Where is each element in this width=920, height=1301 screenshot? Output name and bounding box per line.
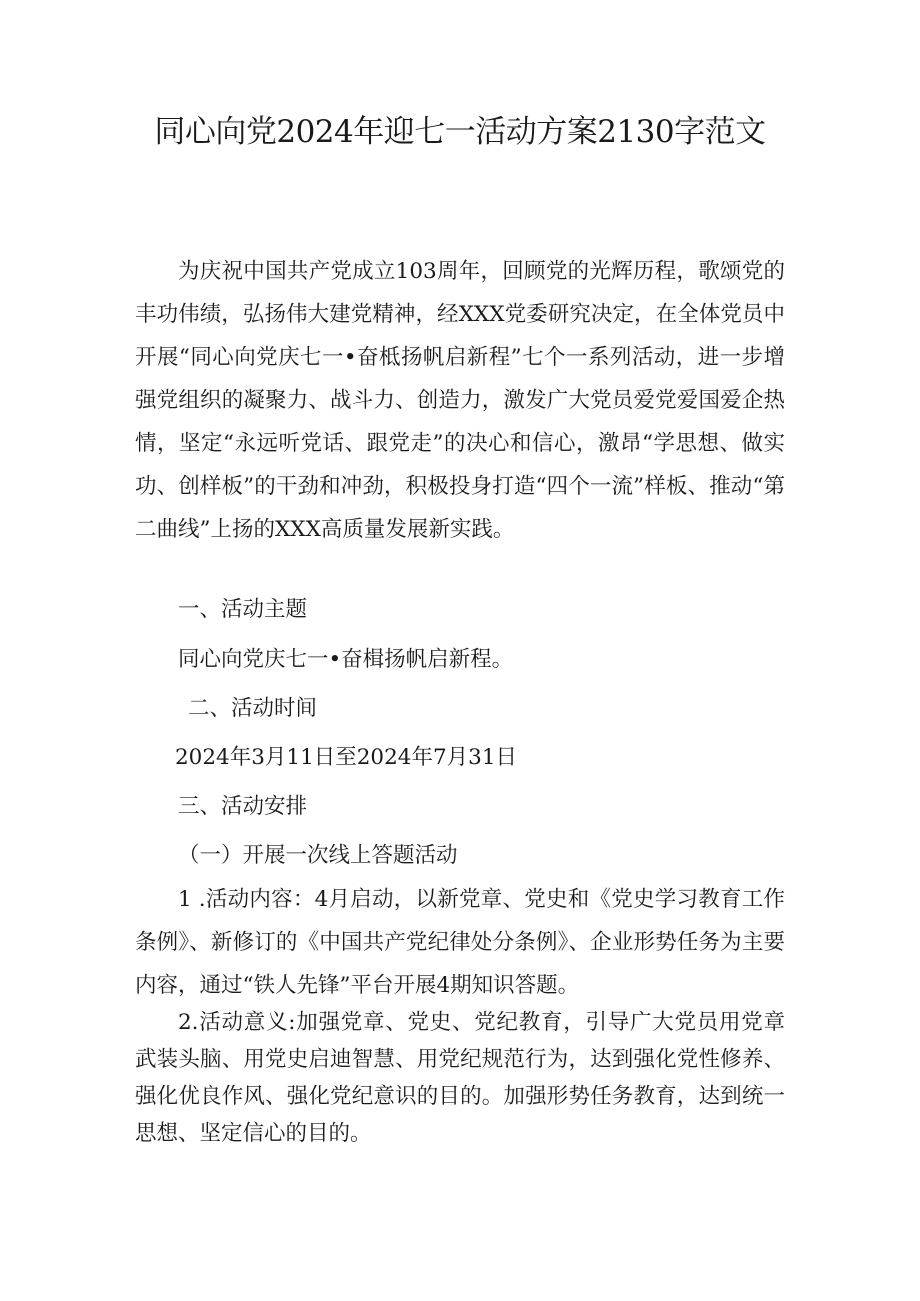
section-heading-time: 二、活动时间 bbox=[188, 696, 318, 721]
section-heading-theme: 一、活动主题 bbox=[178, 597, 308, 622]
document-title: 同心向党2024年迎七一活动方案2130字范文 bbox=[154, 114, 766, 150]
theme-text: 同心向党庆七一•奋楫扬帆启新程。 bbox=[178, 647, 514, 672]
time-text: 2024年3月11日至2024年7月31日 bbox=[175, 745, 518, 770]
item-activity-content: 1 .活动内容：4月启动，以新党章、党史和《党史学习教育工作条例》、新修订的《中国共产党纪律处分条例》、企业形势任务为主要内容，通过“铁人先锋”平台开展4期知识答题。 bbox=[135, 887, 785, 998]
intro-paragraph: 为庆祝中国共产党成立103周年，回顾党的光辉历程，歌颂党的丰功伟绩，弘扬伟大建党精神，经XXX党委研究决定，在全体党员中开展“同心向党庆七一•奋柢扬帆启新程”七个一系列活动，进一步增强党组织的凝聚力、战斗力、创造力，激发广大党员爱党爱国爱企热情，坚定“永远听党话、跟党走”的决心和信心，激昂“学思想、做实功、创样板”的干劲和冲劲，积极投身打造“四个一流”样板、推动“第二曲线”上扬的XXX高质量发展新实践。 bbox=[135, 259, 785, 542]
item-activity-significance: 2.活动意义:加强党章、党史、党纪教育，引导广大党员用党章武装头脑、用党史启迪智慧、用党纪规范行为，达到强化党性修养、强化优良作风、强化党纪意识的目的。加强形势任务教育，达到统一思想、坚定信心的目的。 bbox=[135, 1010, 785, 1146]
section-heading-arrangement: 三、活动安排 bbox=[178, 794, 308, 819]
subsection-heading-online-quiz: （一）开展一次线上答题活动 bbox=[178, 843, 458, 868]
